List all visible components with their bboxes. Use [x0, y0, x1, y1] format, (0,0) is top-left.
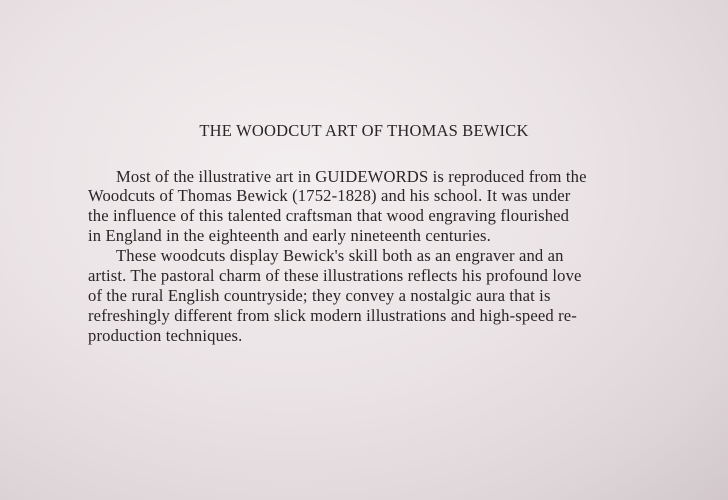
paragraph-2-line-2: artist. The pastoral charm of these illustrations reflects his profound love	[88, 266, 582, 285]
paragraph-1-line-4: in England in the eighteenth and early nineteenth centuries.	[88, 226, 491, 245]
paragraph-2-line-3: of the rural English countryside; they convey a nostalgic aura that is	[88, 286, 551, 305]
paragraph-1-line-2: Woodcuts of Thomas Bewick (1752-1828) and his school. It was under	[88, 186, 571, 205]
paragraph-1-line-3: the influence of this talented craftsman that wood engraving flourished	[88, 206, 570, 225]
page-title: THE WOODCUT ART OF THOMAS BEWICK	[199, 121, 529, 140]
paragraph-2-line-5: production techniques.	[88, 326, 243, 345]
paragraph-1-line-1: Most of the illustrative art in GUIDEWORDS is reproduced from the	[116, 167, 587, 186]
paragraph-2-line-1: These woodcuts display Bewick's skill both as an engraver and an	[116, 246, 564, 265]
paragraph-2-line-4: refreshingly different from slick modern illustrations and high-speed re-	[88, 306, 577, 325]
